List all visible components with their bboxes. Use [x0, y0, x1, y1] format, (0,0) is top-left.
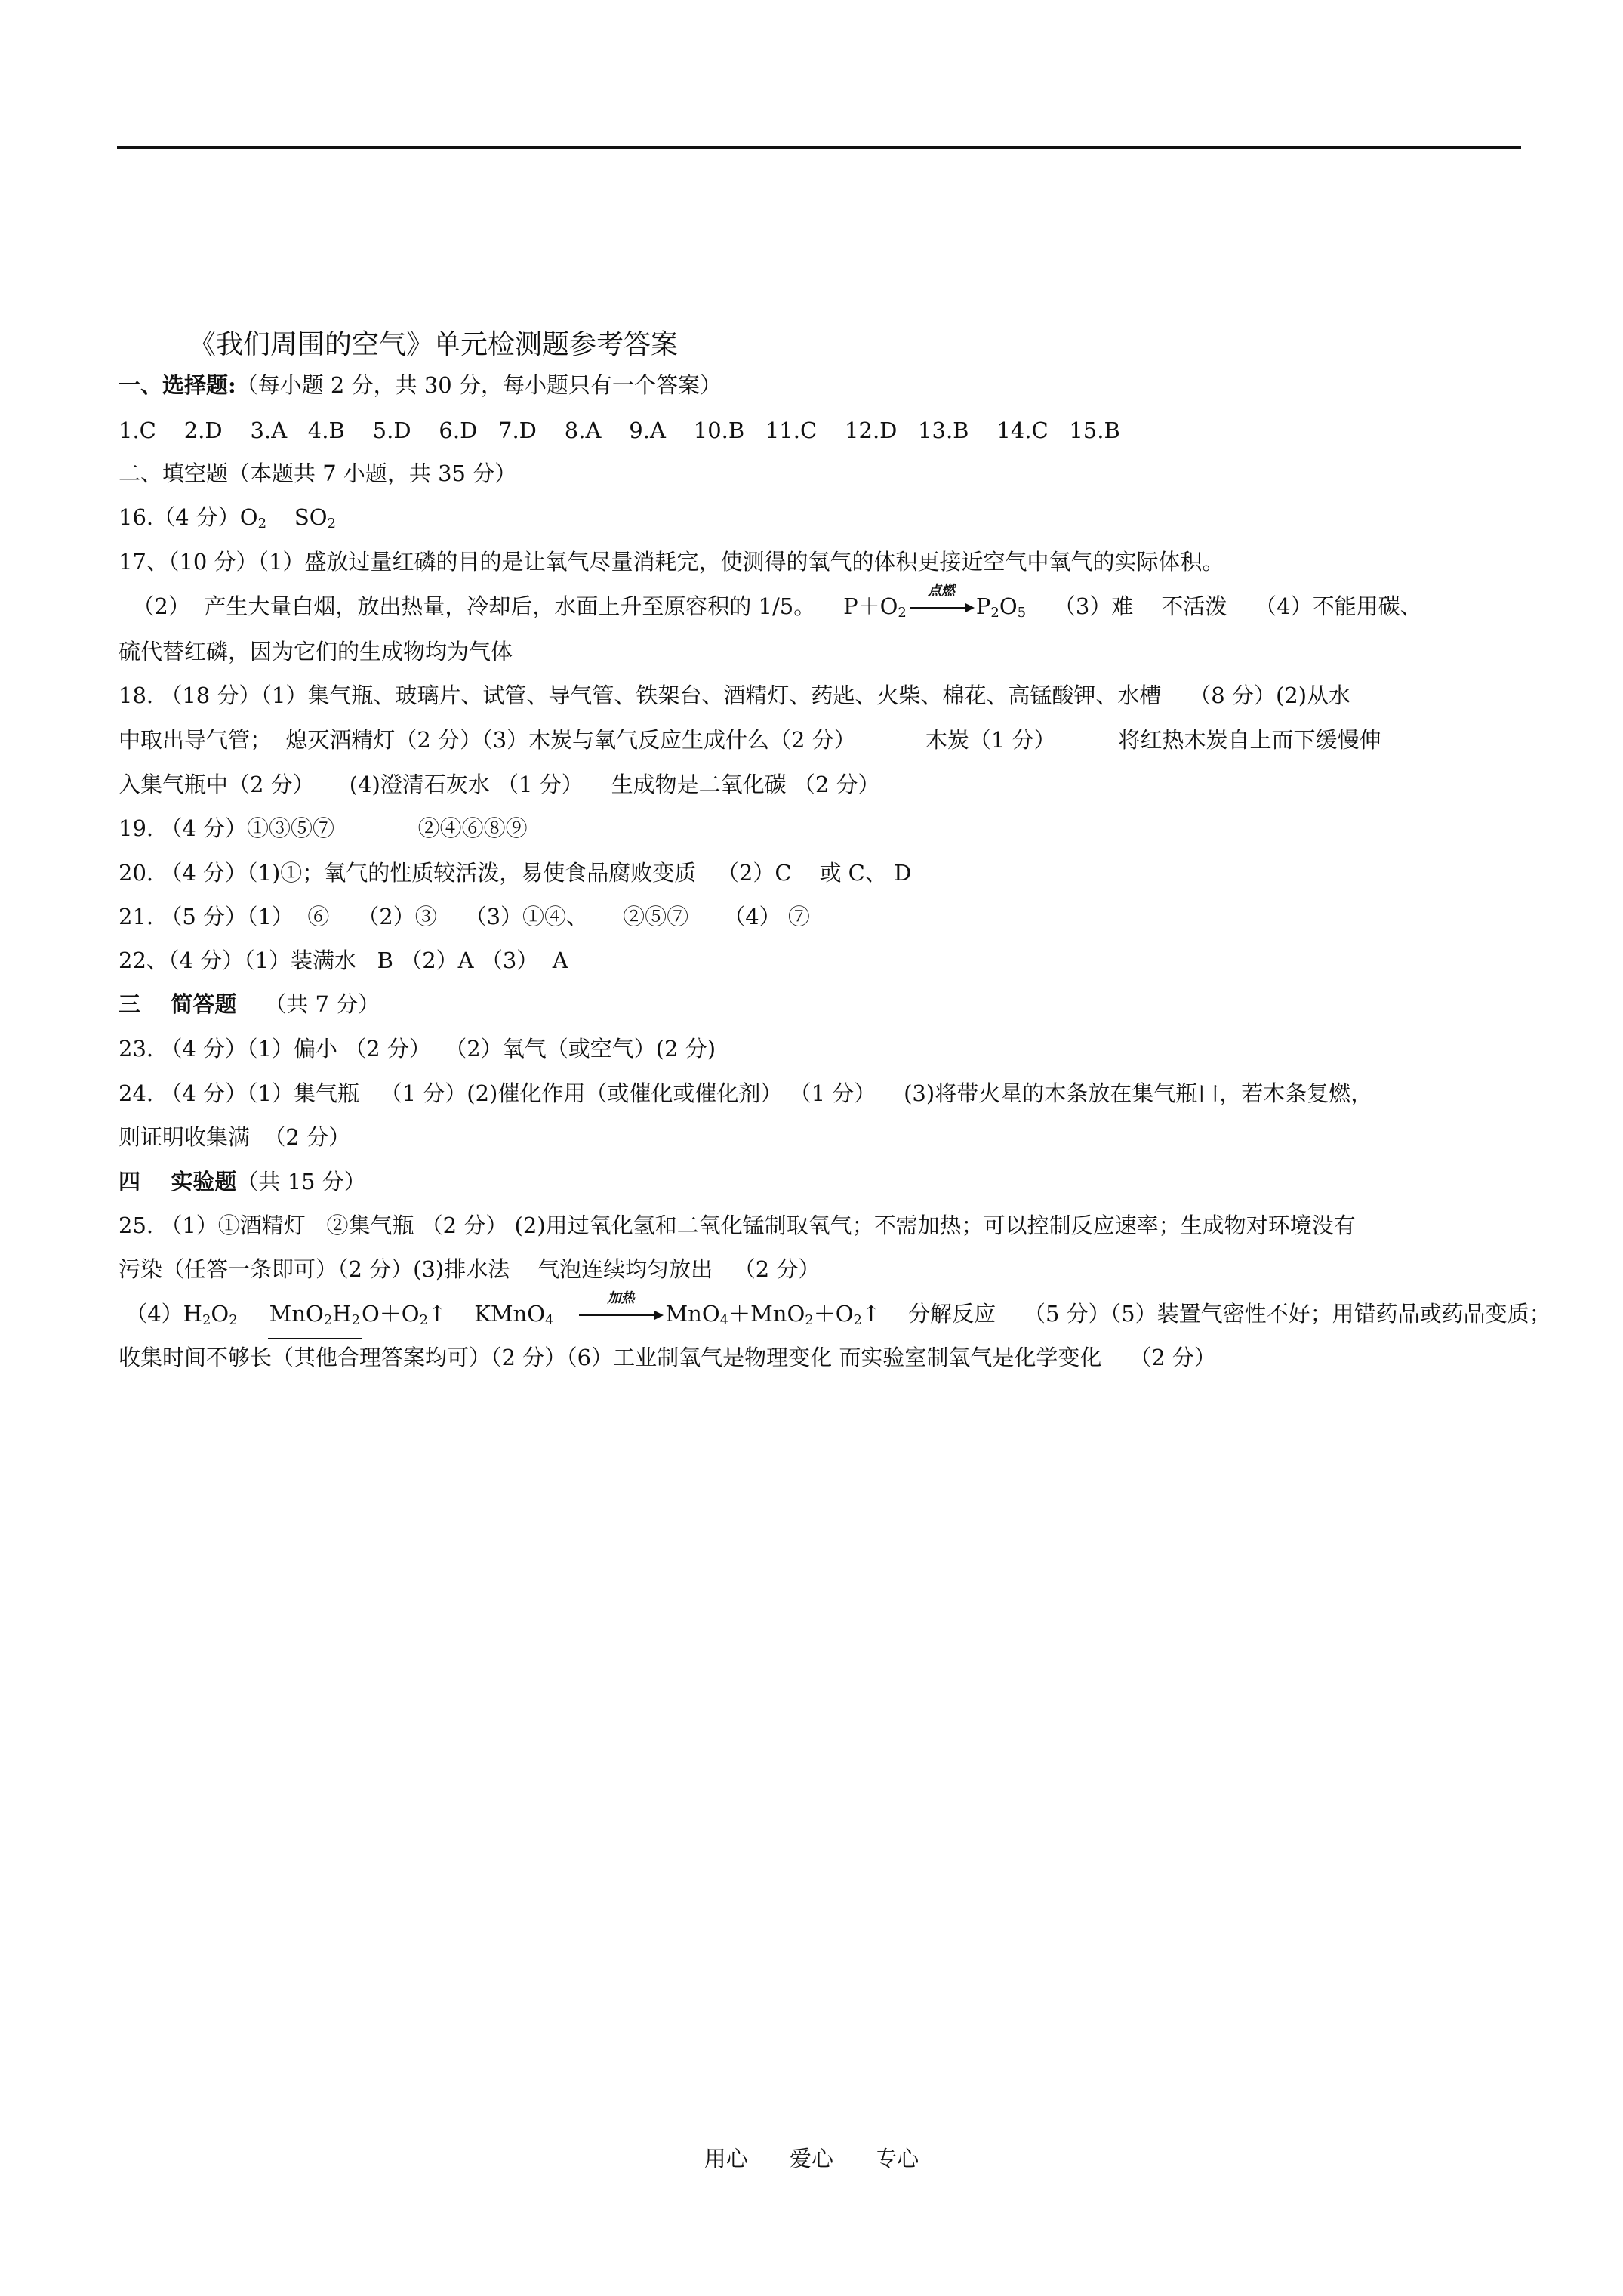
q25-product-2: O＋O [362, 1301, 420, 1327]
q17-product-sub: 2 [990, 605, 999, 621]
q16-text-2: SO [266, 504, 328, 530]
q17-product: P [975, 593, 991, 619]
q20-answer: 20. （4 分）（1)①；氧气的性质较活泼，易使食品腐败变质 （2）C 或 C、 D [119, 860, 912, 886]
section-4-heading-line [119, 1166, 366, 1197]
catalyst-equals-sign [268, 1299, 362, 1339]
q24-line-2: 则证明收集满 （2 分） [119, 1124, 351, 1150]
q25-line-3 [119, 1290, 1551, 1339]
q17-product-2: O [999, 593, 1018, 619]
q25-text-6: ＋O [813, 1301, 854, 1327]
q18-line-1: 18. （18 分）（1）集气瓶、玻璃片、试管、导气管、铁架台、酒精灯、药匙、火柴、棉花、高锰酸钾、水槽 （8 分）(2)从水 [119, 683, 1351, 708]
q25-text-5: ＋MnO [728, 1301, 805, 1327]
q25-sub-4: 4 [719, 1312, 729, 1328]
q25-sub-6: 2 [853, 1312, 862, 1328]
q17-line-3: 硫代替红磷，因为它们的生成物均为气体 [119, 639, 513, 664]
document-title: 《我们周围的空气》单元检测题参考答案 [189, 329, 679, 360]
section-1-note: （每小题 2 分，共 30 分，每小题只有一个答案） [236, 372, 722, 398]
q17-text-end: （3）难 不活泼 （4）不能用碳、 [1026, 593, 1422, 619]
q19-answer: 19. （4 分）①③⑤⑦ ②④⑥⑧⑨ [119, 815, 528, 841]
q22-answer: 22、（4 分）（1）装满水 B （2）A （3） A [119, 948, 568, 973]
heating-condition: 加热 [607, 1290, 635, 1306]
catalyst-sub: 2 [323, 1312, 333, 1328]
q25-line-4: 收集时间不够长（其他合理答案均可）（2 分）（6）工业制氧气是物理变化 而实验室制氧气是化学变化 （2 分） [119, 1345, 1216, 1370]
q25-product: H [332, 1301, 352, 1327]
q18-line-2: 中取出导气管； 熄灭酒精灯（2 分）（3）木炭与氧气反应生成什么（2 分） 木炭（1 分） 将红热木炭自上而下缓慢伸 [119, 727, 1381, 753]
q21-answer: 21. （5 分）（1） ⑥ （2）③ （3）①④、 ②⑤⑦ （4） ⑦ [119, 904, 810, 929]
q17-text: （2） 产生大量白烟，放出热量，冷却后，水面上升至原容积的 1/5。 P＋O [119, 593, 898, 619]
section-4-heading: 四 实验题 [119, 1169, 237, 1194]
q25-line-2: 污染（任答一条即可）（2 分）(3)排水法 气泡连续均匀放出 （2 分） [119, 1256, 821, 1282]
q24-line-1: 24. （4 分）（1）集气瓶 （1 分）(2)催化作用（或催化或催化剂） （1 分） (3)将带火星的木条放在集气瓶口，若木条复燃， [119, 1080, 1373, 1106]
reaction-arrow [907, 583, 976, 621]
q25-text-end: ↑ 分解反应 （5 分）（5）装置气密性不好；用错药品或药品变质； [861, 1301, 1551, 1327]
q17-line-1: 17、（10 分）（1）盛放过量红磷的目的是让氧气尽量消耗完，使测得的氧气的体积更接近空气中氧气的实际体积。 [119, 549, 1224, 575]
section-3-heading-line [119, 989, 380, 1019]
q25-text-4: MnO [665, 1301, 720, 1327]
section-4-note: （共 15 分） [236, 1169, 366, 1194]
q16-answer [119, 502, 336, 539]
page-footer: 用心 爱心 专心 [704, 2146, 919, 2171]
q25-text: （4）H [119, 1301, 202, 1327]
q25-sub-2: 2 [229, 1312, 238, 1328]
q25-line-1: 25. （1）①酒精灯 ②集气瓶 （2 分） (2)用过氧化氢和二氧化锰制取氧气；不需加热；可以控制反应速率；生成物对环境没有 [119, 1213, 1356, 1238]
q25-sub: 2 [202, 1312, 211, 1328]
section-3-heading: 三 简答题 [119, 991, 237, 1017]
q23-answer: 23. （4 分）（1）偏小 （2 分） （2）氧气（或空气）(2 分) [119, 1036, 716, 1062]
q16-text: 16.（4 分）O [119, 504, 258, 530]
q25-text-3: ↑ KMnO [428, 1301, 546, 1327]
heating-arrow [576, 1290, 665, 1329]
q25-product-sub: 2 [351, 1312, 361, 1328]
catalyst-label: MnO [269, 1301, 324, 1327]
q17-subscript: 2 [898, 605, 907, 621]
q25-product-sub-2: 2 [419, 1312, 429, 1328]
q17-line-2 [119, 583, 1422, 628]
q17-product-sub-2: 5 [1017, 605, 1027, 621]
section-1-answers: 1.C 2.D 3.A 4.B 5.D 6.D 7.D 8.A 9.A 10.B 11.C 12.D 13.B 14.C 15.B [119, 418, 1120, 443]
q25-sub-5: 2 [805, 1312, 814, 1328]
section-1-heading-line [119, 370, 722, 400]
q16-subscript: 2 [257, 516, 267, 532]
q25-text-2: O [211, 1301, 229, 1327]
reaction-condition: 点燃 [927, 583, 955, 599]
q18-line-3: 入集气瓶中（2 分） (4)澄清石灰水 （1 分） 生成物是二氧化碳 （2 分） [119, 772, 880, 797]
section-2-heading: 二、填空题（本题共 7 小题，共 35 分） [119, 461, 517, 486]
header-rule [117, 146, 1521, 149]
q25-sub-3: 4 [545, 1312, 554, 1328]
q16-subscript-2: 2 [327, 516, 336, 532]
section-3-note: （共 7 分） [236, 991, 380, 1017]
section-1-heading: 一、选择题: [119, 372, 236, 398]
